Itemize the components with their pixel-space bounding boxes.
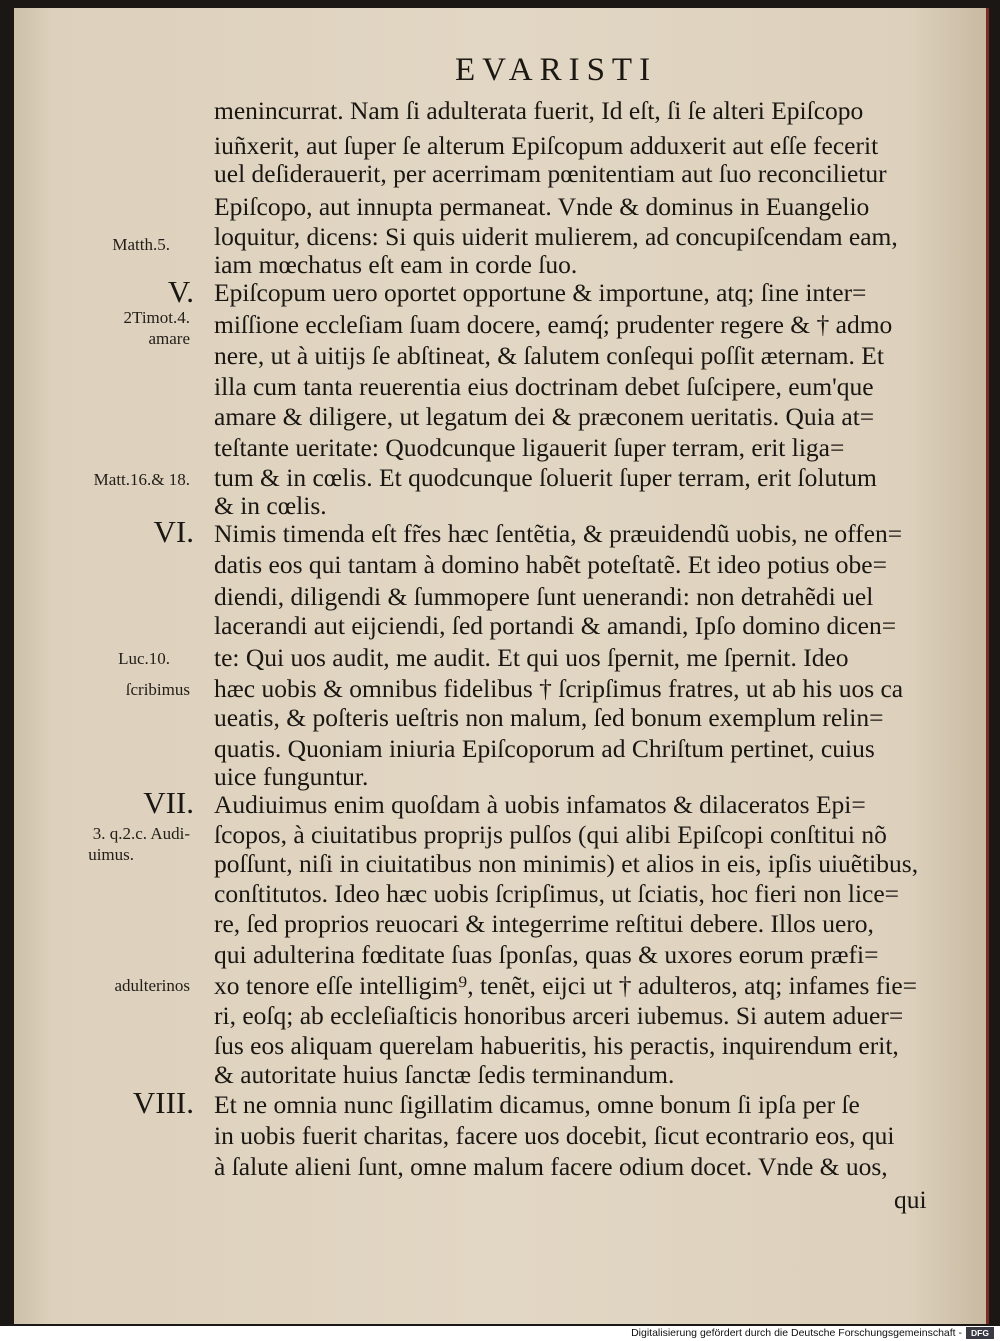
margin-note: ſcribimus <box>125 680 190 699</box>
section-number: VII. <box>143 785 194 820</box>
text-line: te: Qui uos audit, me audit. Et qui uos ſpernit, me ſpernit. Ideo <box>214 643 849 672</box>
text-line: hæc uobis & omnibus fidelibus † ſcripſimus fratres, ut ab his uos ca <box>214 674 904 703</box>
text-line: datis eos qui tantam à domino habẽt poteſtatẽ. Et ideo potius obe= <box>214 550 887 579</box>
margin-note: Luc.10. <box>118 649 170 668</box>
text-line: Epiſcopum uero oportet opportune & importune, atq; ſine inter= <box>214 278 867 307</box>
text-line: & autoritate huius ſanctæ ſedis terminandum. <box>214 1060 675 1089</box>
text-line: ſcopos, à ciuitatibus proprijs pulſos (qui alibi Epiſcopi conſtitui nõ <box>214 820 887 849</box>
text-line: Audiuimus enim quoſdam à uobis infamatos & dilaceratos Epi= <box>214 790 866 819</box>
footer-credit: Digitalisierung gefördert durch die Deutsche Forschungsgemeinschaft - <box>631 1327 962 1339</box>
text-line: loquitur, dicens: Si quis uiderit mulierem, ad concupiſcendam eam, <box>214 222 898 251</box>
margin-note: 3. q.2.c. Audi- <box>92 824 190 843</box>
margin-note: adulterinos <box>114 976 190 995</box>
text-line: nere, ut à uitijs ſe abſtineat, & ſalutem conſequi poſſit æternam. Et <box>214 341 884 370</box>
text-line: iuñxerit, aut ſuper ſe alterum Epiſcopum adduxerit aut eſſe fecerit <box>214 131 879 160</box>
margin-note: uimus. <box>88 845 134 864</box>
text-line: uel deſiderauerit, per acerrimam pœnitentiam aut ſuo reconcilietur <box>214 159 887 188</box>
text-line: iam mœchatus eſt eam in corde ſuo. <box>214 250 578 279</box>
text-line: illa cum tanta reuerentia eius doctrinam debet ſuſcipere, eum'que <box>214 372 874 401</box>
section-number: VIII. <box>132 1085 194 1120</box>
text-line: lacerandi aut eijciendi, ſed portandi & amandi, Ipſo domino dicen= <box>214 611 897 640</box>
text-line: miſſione eccleſiam ſuam docere, eamq́; prudenter regere & † admo <box>214 310 893 339</box>
text-line: xo tenore eſſe intelligim⁹, tenẽt, eijci ut † adulteros, atq; infames fie= <box>214 971 918 1000</box>
margin-note: 2Timot.4. <box>123 308 190 327</box>
text-line: quatis. Quoniam iniuria Epiſcoporum ad Chriſtum pertinet, cuius <box>214 734 875 763</box>
text-line: ueatis, & poſteris ueſtris non malum, ſed bonum exemplum relin= <box>214 703 884 732</box>
book-page <box>14 8 989 1324</box>
margin-note: Matth.5. <box>112 235 170 254</box>
text-line: tum & in cœlis. Et quodcunque ſoluerit ſuper terram, erit ſolutum <box>214 463 877 492</box>
text-line: poſſunt, niſi in ciuitatibus non minimis) et alios in eis, ipſis uiuẽtibus, <box>214 849 919 878</box>
text-line: & in cœlis. <box>214 491 327 520</box>
text-line: uice funguntur. <box>214 762 369 791</box>
text-line: teſtante ueritate: Quodcunque ligauerit ſuper terram, erit liga= <box>214 433 845 462</box>
text-line: qui adulterina fœditate ſuas ſponſas, quas & uxores eorum præfi= <box>214 940 879 969</box>
text-line: conſtitutos. Ideo hæc uobis ſcripſimus, ut ſciatis, hoc fieri non lice= <box>214 879 900 908</box>
text-line: Nimis timenda eſt fr̃es hæc ſentẽtia, & præuidendũ uobis, ne offen= <box>214 519 903 548</box>
text-line: ri, eoſq; ab eccleſiaſticis honoribus arceri iubemus. Si autem aduer= <box>214 1001 904 1030</box>
text-line: ſus eos aliquam querelam habueritis, his peractis, inquirendum erit, <box>214 1031 899 1060</box>
text-line: re, ſed proprios reuocari & integerrime reſtitui debere. Illos uero, <box>214 909 874 938</box>
text-line: à ſalute alieni ſunt, omne malum facere odium docet. Vnde & uos, <box>214 1152 888 1181</box>
text-line: qui <box>894 1185 927 1214</box>
margin-note: Matt.16.& 18. <box>93 470 190 489</box>
text-line: diendi, diligendi & ſummopere ſunt uenerandi: non detrahẽdi uel <box>214 582 874 611</box>
section-number: VI. <box>153 514 194 549</box>
running-head: EVARISTI <box>455 52 658 88</box>
text-line: in uobis fuerit charitas, facere uos docebit, ſicut econtrario eos, qui <box>214 1121 895 1150</box>
section-number: V. <box>167 274 194 309</box>
text-line: Et ne omnia nunc ſigillatim dicamus, omne bonum ſi ipſa per ſe <box>214 1090 860 1119</box>
margin-note: amare <box>148 329 190 348</box>
text-line: amare & diligere, ut legatum dei & præconem ueritatis. Quia at= <box>214 402 875 431</box>
text-line: Epiſcopo, aut innupta permaneat. Vnde & dominus in Euangelio <box>214 192 870 221</box>
text-line: menincurrat. Nam ſi adulterata fuerit, Id eſt, ſi ſe alteri Epiſcopo <box>214 96 864 125</box>
dfg-logo: DFG <box>966 1327 994 1339</box>
